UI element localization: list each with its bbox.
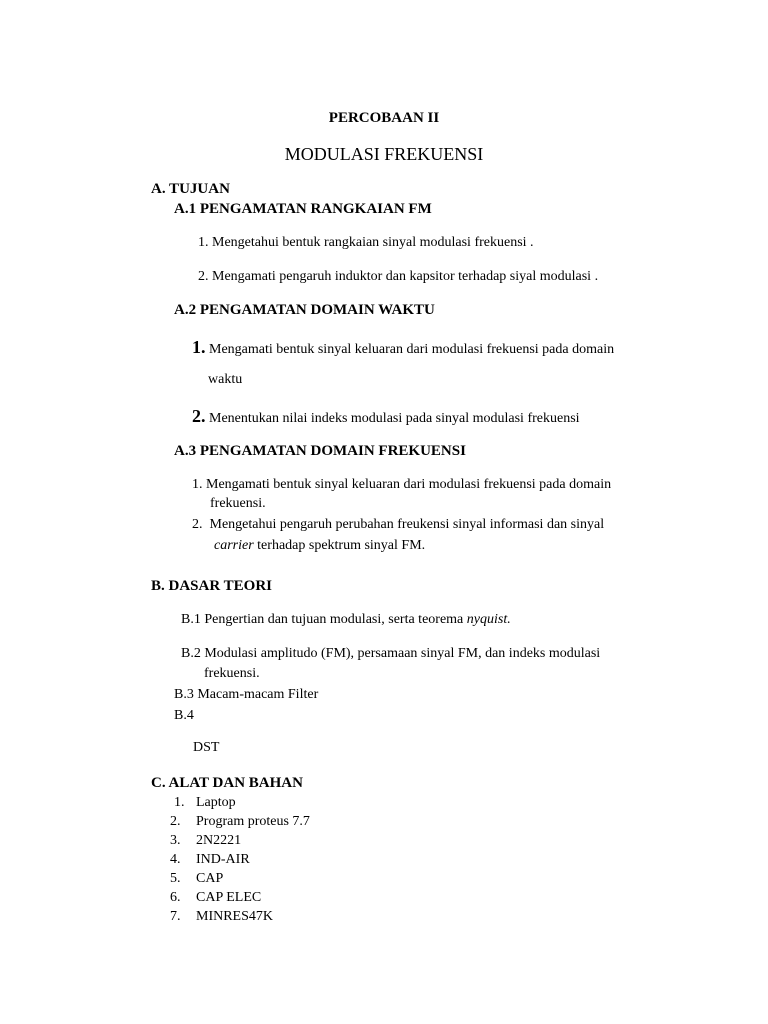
list-item-number: 4. <box>170 852 181 867</box>
b2-line: B.2 Modulasi amplitudo (FM), persamaan sinyal FM, dan indeks modulasi <box>181 646 601 661</box>
list-item-label: MINRES47K <box>196 909 274 924</box>
list-item-label: 2N2221 <box>196 833 242 848</box>
a3-item-2-number: 2. <box>192 517 203 532</box>
a2-item-2 <box>192 407 580 426</box>
a3-item-1: 1. Mengamati bentuk sinyal keluaran dari modulasi frekuensi pada domain <box>192 477 612 492</box>
list-item-label: IND-AIR <box>196 852 250 867</box>
list-item <box>170 814 310 829</box>
a2-item-1-text: Mengamati bentuk sinyal keluaran dari modulasi frekuensi pada domain <box>209 342 615 357</box>
list-item <box>174 795 236 810</box>
a1-item-2: 2. Mengamati pengaruh induktor dan kapsitor terhadap siyal modulasi . <box>198 269 599 284</box>
b2-continuation: frekuensi. <box>204 666 260 681</box>
list-item-label: Laptop <box>196 795 236 810</box>
dst-text: DST <box>193 740 220 755</box>
b3-line: B.3 Macam-macam Filter <box>174 687 319 702</box>
section-a1-heading: A.1 PENGAMATAN RANGKAIAN FM <box>174 201 432 217</box>
document-subtitle: MODULASI FREKUENSI <box>284 144 484 164</box>
document-title: PERCOBAAN II <box>328 110 440 126</box>
list-item <box>170 909 274 924</box>
list-item-number: 2. <box>170 814 181 829</box>
a3-item-2-continuation <box>214 539 425 553</box>
a2-item-2-number: 2. <box>192 406 206 426</box>
list-item-number: 3. <box>170 833 181 848</box>
list-item-number: 1. <box>174 795 185 810</box>
a1-item-1: 1. Mengetahui bentuk rangkaian sinyal modulasi frekuensi . <box>198 235 534 250</box>
list-item-number: 7. <box>170 909 181 924</box>
a2-item-1-number: 1. <box>192 337 206 357</box>
section-c-heading: C. ALAT DAN BAHAN <box>151 775 303 791</box>
list-item <box>170 833 242 848</box>
list-item <box>170 871 224 886</box>
nyquist-term: nyquist. <box>466 612 511 627</box>
section-a3-heading: A.3 PENGAMATAN DOMAIN FREKUENSI <box>174 443 466 459</box>
a3-item-2 <box>192 518 604 532</box>
list-item-number: 5. <box>170 871 181 886</box>
b1-line <box>181 613 511 627</box>
b1-text: B.1 Pengertian dan tujuan modulasi, serta teorema <box>181 612 467 627</box>
list-item-label: CAP <box>196 871 224 886</box>
a3-item-1-continuation: frekuensi. <box>210 496 266 511</box>
list-item-label: Program proteus 7.7 <box>196 814 310 829</box>
a3-item-2-continuation-rest: terhadap spektrum sinyal FM. <box>253 538 426 553</box>
list-item <box>170 890 262 905</box>
section-b-heading: B. DASAR TEORI <box>151 578 273 594</box>
section-a2-heading: A.2 PENGAMATAN DOMAIN WAKTU <box>174 302 435 318</box>
section-a-heading: A. TUJUAN <box>151 181 230 197</box>
a2-item-2-text: Menentukan nilai indeks modulasi pada sinyal modulasi frekuensi <box>209 411 580 426</box>
a2-item-1 <box>192 338 614 357</box>
list-item-number: 6. <box>170 890 181 905</box>
b4-line: B.4 <box>174 708 194 723</box>
a3-item-2-text: Mengetahui pengaruh perubahan freukensi sinyal informasi dan sinyal <box>209 517 605 532</box>
a2-item-1-continuation: waktu <box>208 372 243 387</box>
list-item <box>170 852 250 867</box>
list-item-label: CAP ELEC <box>196 890 262 905</box>
carrier-term: carrier <box>214 538 254 553</box>
